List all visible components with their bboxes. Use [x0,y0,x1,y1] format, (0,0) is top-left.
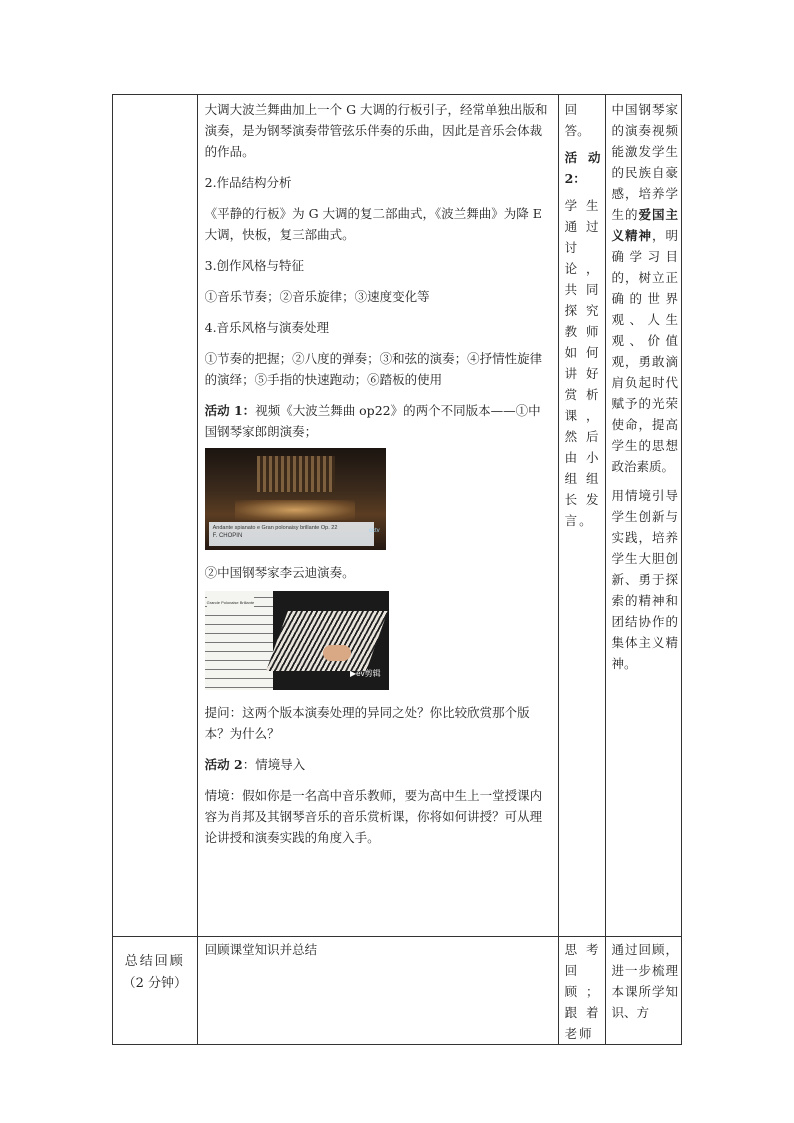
activity2-label: 活动 2 [204,757,243,772]
student-activity-text: 学生通过讨论，共同探究教师如何讲好赏析课，然后由小组组长发言。 [564,198,601,528]
editor-logo: ▶ev剪辑 [350,669,381,678]
structure-paragraph: 《平静的行板》为 G 大调的复二部曲式，《波兰舞曲》为降 E 大调，快板，复三部曲式。 [204,206,542,242]
sheet-music-title: Grande Polonaise Brillante [207,592,255,613]
summary-content: 回顾课堂知识并总结 [204,942,318,957]
teaching-process-row [113,95,682,937]
performance-paragraph: ①节奏的把握；②八度的弹奏；③和弦的演奏；④抒情性旋律的演绎；⑤手指的快速跑动；⑥踏板的使用 [204,351,543,387]
activity2-text: ：情境导入 [242,757,306,772]
section-heading-structure: 2.作品结构分析 [204,175,292,190]
teaching-content-cell [197,95,558,937]
section-heading-performance: 4.音乐风格与演奏处理 [204,320,330,335]
student-activity-cell [558,95,605,937]
activity1-paragraph [205,400,552,442]
design-intent-text-b: ，明确学习目的，树立正确的世界观、人生观、价值观，勇敢滴肩负起时代赋予的光荣使命，提高学生的思想政治素质。 [611,228,678,474]
piano-keyboard [266,611,388,671]
summary-student-text: 思考回顾；跟着老师 [564,942,601,1041]
summary-label-cell [113,937,198,1045]
summary-row [113,937,682,1045]
stage-label-cell [113,95,198,937]
design-intent-paragraph2: 用情境引导学生创新与实践，培养学生大胆创新、勇于探索的精神和团结协作的集体主义精神。 [611,488,678,671]
video-caption [209,522,374,546]
design-intent-emphasis: 爱国主义精神 [611,207,678,243]
video-caption-title: Andante spianato e Gran polonaisy brillante Op. 22 [212,525,338,531]
summary-duration: （2 分钟） [122,976,188,991]
design-intent-text-a: 中国钢琴家的演奏视频能激发学生的民族自豪感，培养学生的 [611,102,678,222]
summary-design-text: 通过回顾，进一步梳理本课所学知识、方 [611,942,678,1020]
intro-paragraph: 大调大波兰舞曲加上一个 G 大调的行板引子，经常单独出版和演奏，是为钢琴演奏带管弦乐伴奏的乐曲，因此是音乐会体裁的作品。 [204,102,548,159]
pianist-hand [323,645,351,661]
video-caption-composer: F. CHOPIN [212,533,243,539]
activity1-text: 视频《大波兰舞曲 op22》的两个不同版本——①中国钢琴家郎朗演奏； [204,403,541,439]
section-heading-style: 3.创作风格与特征 [204,258,305,273]
lang-lang-video-still [205,448,386,550]
summary-student-cell [558,937,605,1045]
student-activity2-label: 活动2： [564,150,601,186]
li-yundi-video-still [205,591,389,690]
activity2-paragraph [205,754,552,775]
activity1-label: 活动 1： [204,403,256,418]
summary-design-cell [605,937,682,1045]
concert-stage [235,500,355,520]
design-intent-paragraph1 [612,99,679,477]
summary-content-cell [197,937,558,1045]
channel-logo: cctv [368,528,380,534]
lesson-plan-table [112,94,682,1045]
version2-paragraph: ②中国钢琴家李云迪演奏。 [204,565,355,580]
style-paragraph: ①音乐节奏；②音乐旋律；③速度变化等 [204,289,430,304]
sheet-music [205,591,273,690]
concert-organ [257,456,335,492]
question-paragraph: 提问：这两个版本演奏处理的异同之处？你比较欣赏那个版本？为什么？ [204,705,530,741]
student-answer-text: 回答。 [564,102,590,138]
design-intent-cell [605,95,682,937]
scenario-paragraph: 情境：假如你是一名高中音乐教师，要为高中生上一堂授课内容为肖邦及其钢琴音乐的音乐赏析课，你将如何讲授？可从理论讲授和演奏实践的角度入手。 [204,788,543,845]
summary-label: 总结回顾 [124,954,185,969]
